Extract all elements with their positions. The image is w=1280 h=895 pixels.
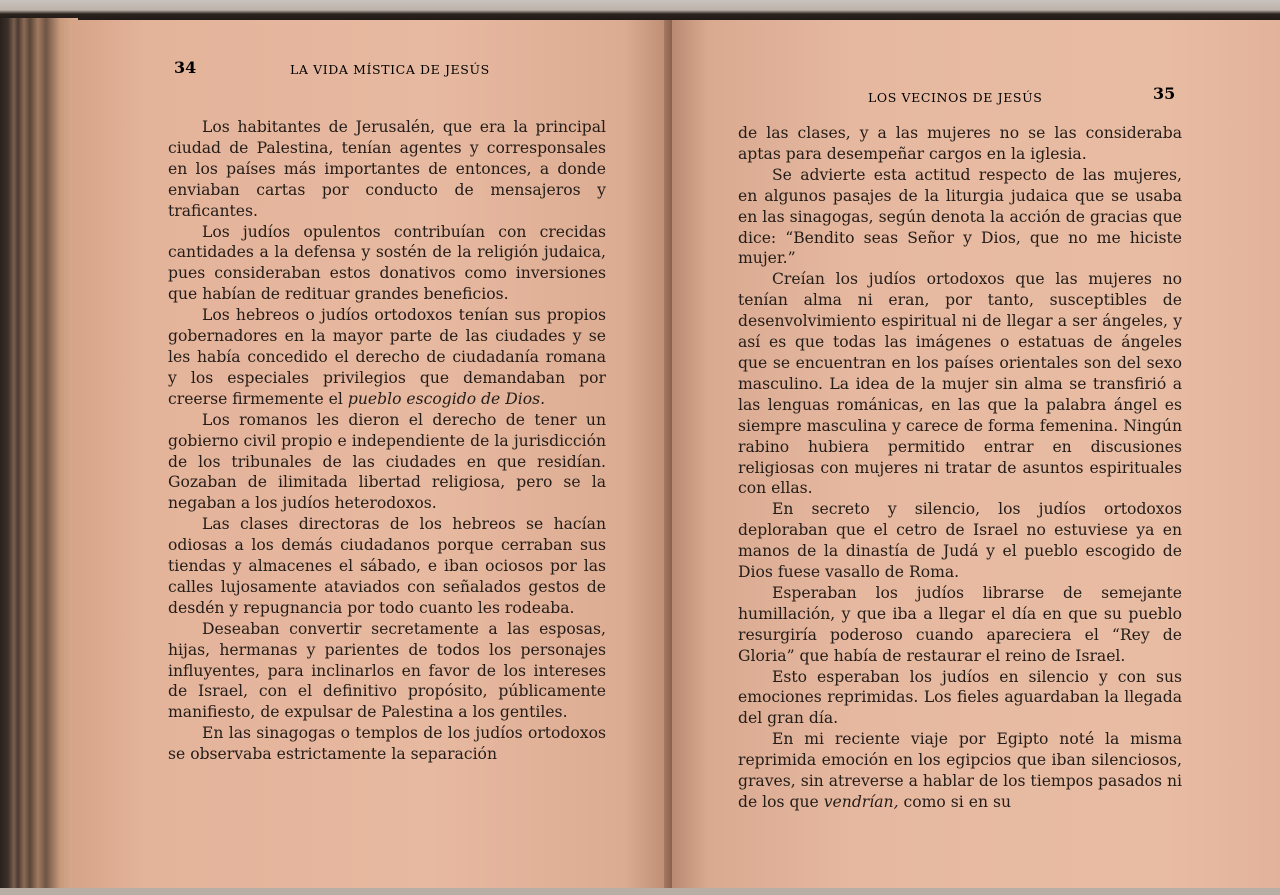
left-text-block [168,117,606,765]
paragraph: Creían los judíos ortodoxos que las mujeres no tenían alma ni eran, por tanto, susceptibles de desenvolvimiento espiritual ni de llegar a ser ángeles, y así es que todas las imágenes o estatuas de ángeles que se encuentran en los países orientales son del sexo masculino. La idea de la mujer sin alma se transfirió a las lenguas románicas, en las que la palabra ángel es siempre masculina y carece de forma femenina. Ningún rabino hubiera permitido entrar en discusiones religiosas con mujeres ni tratar de asuntos espirituales con ellas. [738,270,1182,498]
paragraph: de las clases, y a las mujeres no se las consideraba aptas para desempeñar cargos en la iglesia. [738,124,1182,163]
paragraph: Esto esperaban los judíos en silencio y con sus emociones reprimidas. Los fieles aguardaban la llegada del gran día. [738,667,1182,728]
right-page-number: 35 [1153,84,1176,103]
paragraph-text: como si en su [903,793,1011,811]
page-edges [0,18,78,888]
paragraph [738,729,1182,813]
paragraph: Las clases directoras de los hebreos se hacían odiosas a los demás ciudadanos porque cerraban sus tiendas y almacenes el sábado, e iban ociosos por las calles lujosamente ataviados con señalados gestos de desdén y repugnancia por todo cuanto les rodeaba. [168,515,606,617]
paragraph: En las sinagogas o templos de los judíos ortodoxos se observaba estrictamente la separación [168,724,606,764]
paragraph-text: En mi reciente viaje por Egipto noté la misma reprimida emoción en los egipcios que iban silenciosos, graves, sin atreverse a hablar de los tiempos pasados ni de los que [738,730,1182,811]
right-running-head: LOS VECINOS DE JESÚS [868,90,1043,105]
paragraph: Los romanos les dieron el derecho de tener un gobierno civil propio e independiente de la jurisdicción de los tribunales de las ciudades en que residían. Gozaban de ilimitada libertad religiosa, pero se la negaban a los judíos heterodoxos. [168,410,606,513]
italic-word: vendrían, [823,793,899,811]
paragraph: Deseaban convertir secretamente a las esposas, hijas, hermanas y parientes de todos los personajes influyentes, para inclinarlos en favor de los intereses de Israel, con el definitivo propósito, públicamente manifiesto, de expulsar de Palestina a los gentiles. [168,619,606,722]
paragraph: En secreto y silencio, los judíos ortodoxos deploraban que el cetro de Israel no estuviese ya en manos de la dinastía de Judá y el pueblo escogido de Dios fuese vasallo de Roma. [738,500,1182,582]
italic-phrase: pueblo escogido de Dios. [347,389,546,408]
paragraph: Esperaban los judíos librarse de semejante humillación, y que iba a llegar el día en que su pueblo resurgiría poderoso cuando apareciera el “Rey de Gloria” que había de restaurar el reino de Israel. [738,583,1182,665]
paragraph [168,305,606,410]
right-text-block [738,123,1182,813]
left-running-head: LA VIDA MÍSTICA DE JESÚS [290,62,490,77]
paragraph: Se advierte esta actitud respecto de las mujeres, en algunos pasajes de la liturgia judaica que se usaba en las sinagogas, según denota la acción de gracias que dice: “Bendito seas Señor y Dios, que no me hiciste mujer.” [738,165,1182,268]
paragraph: Los judíos opulentos contribuían con crecidas cantidades a la defensa y sostén de la religión judaica, pues consideraban estos donativos como inversiones que habían de redituar grandes beneficios. [168,222,606,304]
paragraph: Los habitantes de Jerusalén, que era la principal ciudad de Palestina, tenían agentes y corresponsales en los países más importantes de entonces, a donde enviaban cartas por conducto de mensajeros y traficantes. [168,118,606,220]
left-page-number: 34 [174,58,197,77]
paragraph-text: Los hebreos o judíos ortodoxos tenían sus propios gobernadores en la mayor parte de las ciudades y se les había concedido el derecho de ciudadanía romana y los especiales privilegios que demandaban por creerse firmemente el [168,306,606,408]
